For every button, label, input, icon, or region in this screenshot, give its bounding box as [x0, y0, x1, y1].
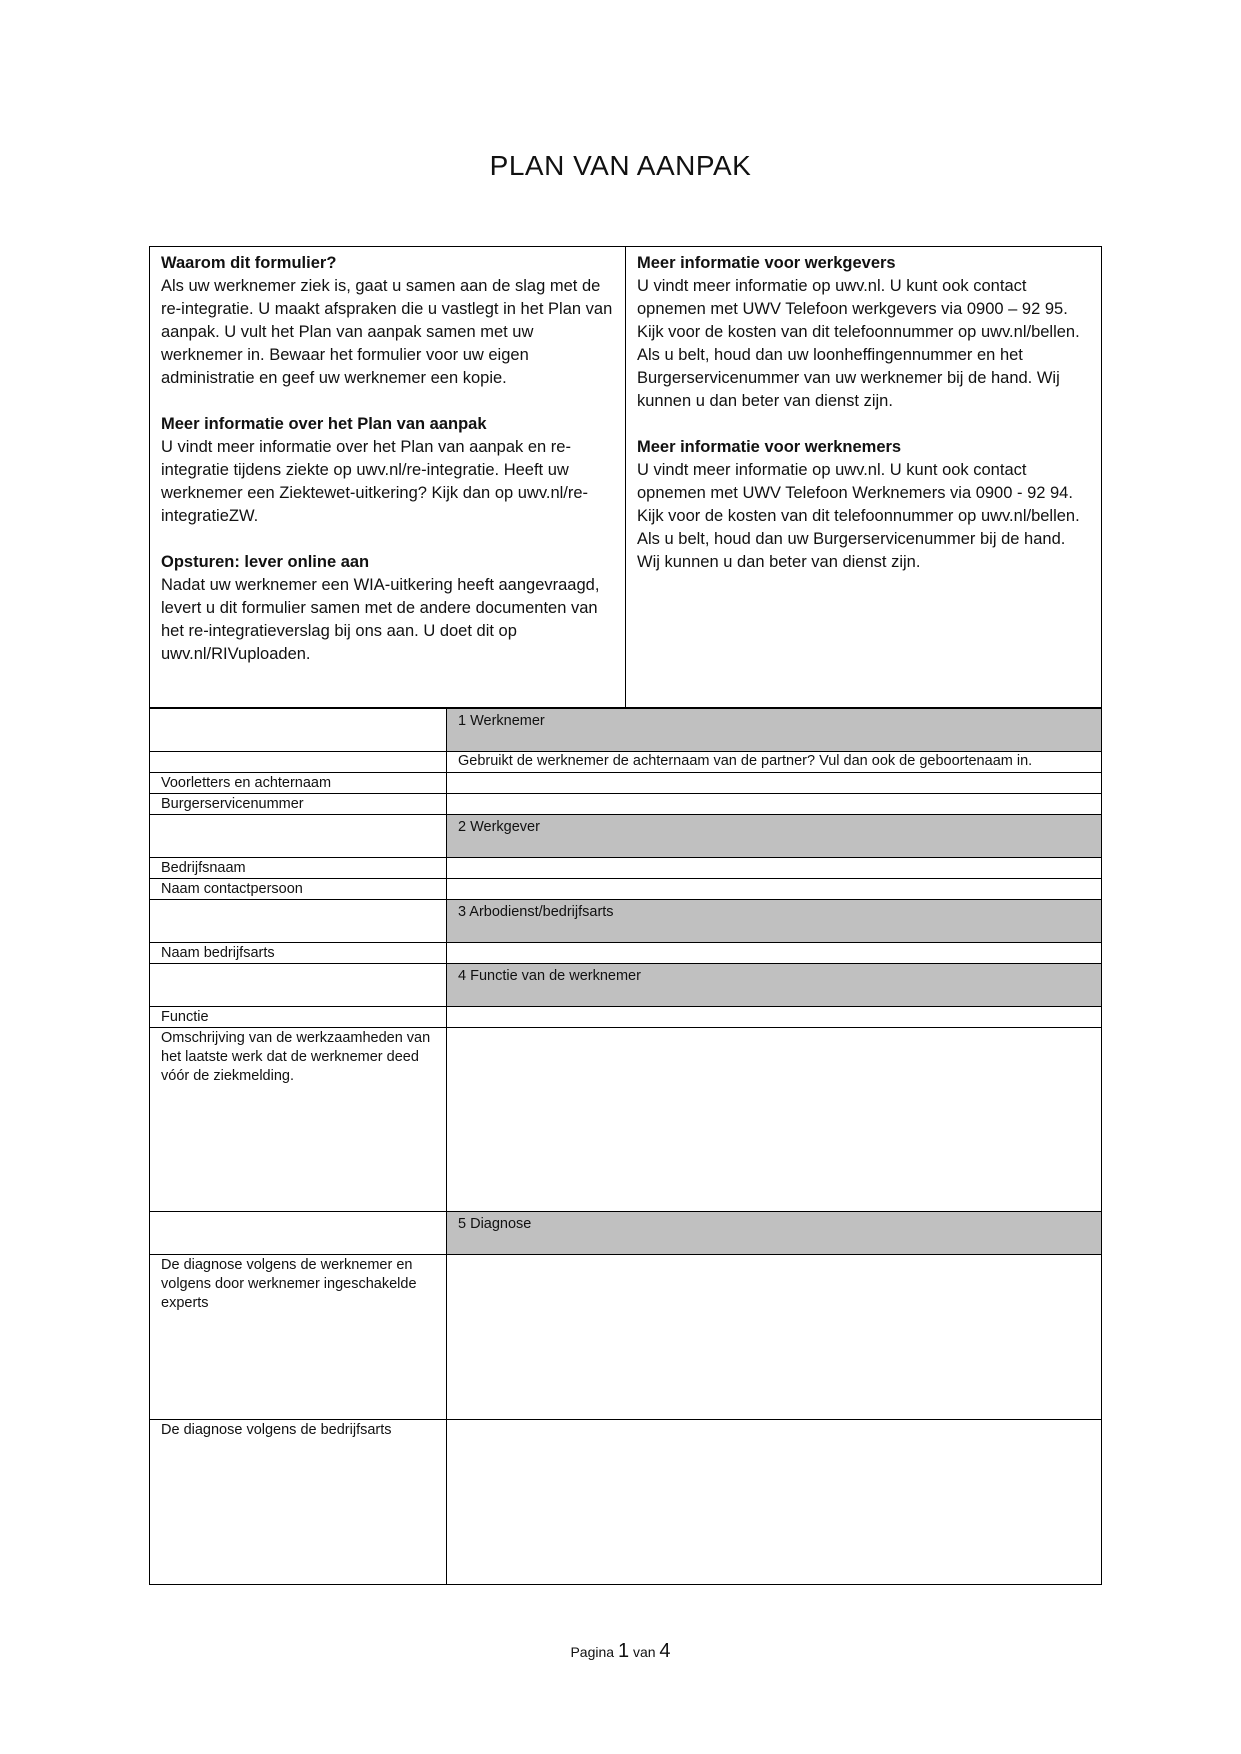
blank-cell	[150, 964, 447, 1007]
field-row	[150, 879, 1102, 900]
section-note: Gebruikt de werknemer de achternaam van de partner? Vul dan ook de geboortenaam in.	[447, 752, 1102, 773]
field-row	[150, 773, 1102, 794]
info-heading: Meer informatie voor werknemers	[637, 438, 902, 456]
section-header-row	[150, 1212, 1102, 1255]
info-text: U vindt meer informatie op uwv.nl. U kunt ook contact opnemen met UWV Telefoon werkgevers via 0900 – 92 95. Kijk voor de kosten van dit telefoonnummer op uwv.nl/bellen. Als u belt, houd dan uw loonheffingennummer en het Burgerservicenummer van uw werknemer bij de hand. Wij kunnen u dan beter van dienst zijn.	[637, 277, 1080, 410]
field-row	[150, 858, 1102, 879]
info-heading: Opsturen: lever online aan	[161, 553, 370, 571]
info-box	[149, 246, 1102, 708]
field-row	[150, 794, 1102, 815]
footer-middle: van	[632, 1644, 656, 1660]
footer-prefix: Pagina	[570, 1644, 615, 1660]
field-input-contactpersoon[interactable]	[447, 879, 1102, 900]
field-label: Naam contactpersoon	[150, 879, 447, 900]
note-row	[150, 752, 1102, 773]
field-label: Voorletters en achternaam	[150, 773, 447, 794]
footer-page-total: 4	[659, 1640, 671, 1662]
field-label: De diagnose volgens de werknemer en volgens door werknemer ingeschakelde experts	[150, 1255, 447, 1420]
field-row	[150, 943, 1102, 964]
field-row	[150, 1255, 1102, 1420]
section-title-werknemer: 1 Werknemer	[447, 709, 1102, 752]
blank-cell	[150, 1212, 447, 1255]
info-text: Als uw werknemer ziek is, gaat u samen aan de slag met de re-integratie. U maakt afspraken die u vastlegt in het Plan van aanpak. U vult het Plan van aanpak samen met uw werknemer in. Bewaar het formulier voor uw eigen administratie en geef uw werknemer een kopie.	[161, 277, 613, 387]
field-row	[150, 1028, 1102, 1212]
field-input-functie[interactable]	[447, 1007, 1102, 1028]
blank-cell	[150, 815, 447, 858]
field-label: Bedrijfsnaam	[150, 858, 447, 879]
info-text: U vindt meer informatie op uwv.nl. U kunt ook contact opnemen met UWV Telefoon Werknemers via 0900 - 92 94. Kijk voor de kosten van dit telefoonnummer op uwv.nl/bellen. Als u belt, houd dan uw Burgerservicenummer bij de hand. Wij kunnen u dan beter van dienst zijn.	[637, 461, 1080, 571]
blank-cell	[150, 709, 447, 752]
field-label: Naam bedrijfsarts	[150, 943, 447, 964]
field-input-werkzaamheden[interactable]	[447, 1028, 1102, 1212]
section-header-row	[150, 709, 1102, 752]
field-input-diagnose-werknemer[interactable]	[447, 1255, 1102, 1420]
info-heading: Waarom dit formulier?	[161, 254, 337, 272]
form-table	[149, 708, 1102, 1585]
section-header-row	[150, 815, 1102, 858]
section-title-werkgever: 2 Werkgever	[447, 815, 1102, 858]
footer-page-number: 1	[617, 1640, 630, 1662]
page-footer	[0, 1640, 1241, 1663]
page-title: PLAN VAN AANPAK	[489, 150, 752, 181]
field-input-name[interactable]	[447, 773, 1102, 794]
field-input-bsn[interactable]	[447, 794, 1102, 815]
section-title-diagnose: 5 Diagnose	[447, 1212, 1102, 1255]
field-row	[150, 1420, 1102, 1585]
section-header-row	[150, 964, 1102, 1007]
field-label: Omschrijving van de werkzaamheden van het laatste werk dat de werknemer deed vóór de ziekmelding.	[150, 1028, 447, 1212]
field-label: De diagnose volgens de bedrijfsarts	[150, 1420, 447, 1585]
field-label: Burgerservicenummer	[150, 794, 447, 815]
field-input-bedrijfsnaam[interactable]	[447, 858, 1102, 879]
field-row	[150, 1007, 1102, 1028]
info-column-left	[150, 247, 626, 707]
section-title-arbodienst: 3 Arbodienst/bedrijfsarts	[447, 900, 1102, 943]
blank-cell	[150, 752, 447, 773]
field-input-bedrijfsarts[interactable]	[447, 943, 1102, 964]
blank-cell	[150, 900, 447, 943]
section-title-functie: 4 Functie van de werknemer	[447, 964, 1102, 1007]
info-text: Nadat uw werknemer een WIA-uitkering heeft aangevraagd, levert u dit formulier samen met de andere documenten van het re-integratieverslag bij ons aan. U doet dit op uwv.nl/RIVuploaden.	[161, 576, 600, 663]
field-input-diagnose-bedrijfsarts[interactable]	[447, 1420, 1102, 1585]
info-text: U vindt meer informatie over het Plan van aanpak en re-integratie tijdens ziekte op uwv.nl/re-integratie. Heeft uw werknemer een Ziektewet-uitkering? Kijk dan op uwv.nl/re-integratieZW.	[161, 438, 589, 525]
info-heading: Meer informatie over het Plan van aanpak	[161, 415, 487, 433]
section-header-row	[150, 900, 1102, 943]
info-column-right	[626, 247, 1101, 707]
field-label: Functie	[150, 1007, 447, 1028]
info-heading: Meer informatie voor werkgevers	[637, 254, 896, 272]
